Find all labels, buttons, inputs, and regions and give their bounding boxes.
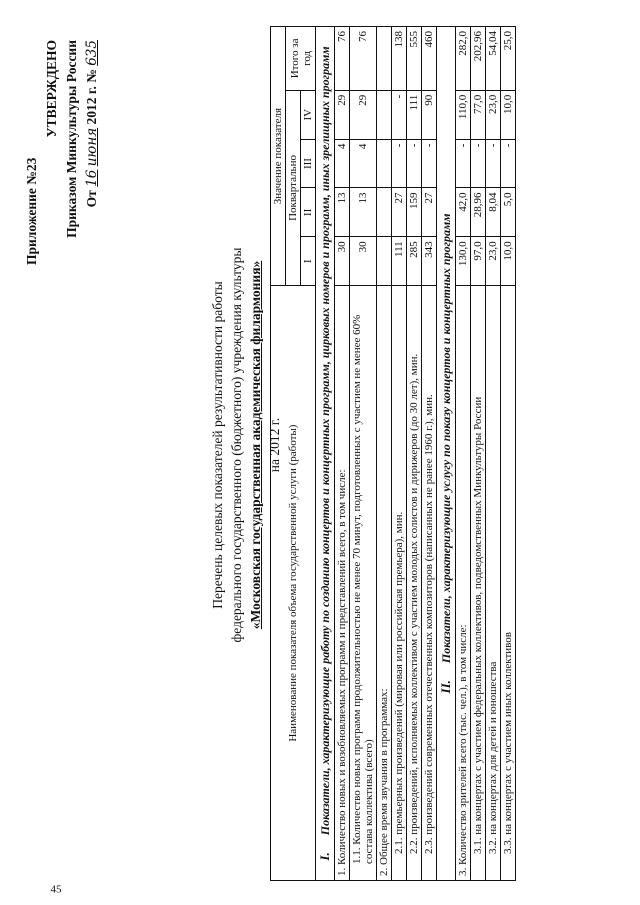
table-row [407, 27, 422, 881]
row-name: 3.1. на концертах с участием федеральных коллективов, подведомственных Минкультуры России [471, 286, 486, 881]
table-row [456, 27, 471, 881]
title-line-4: на 2012 г. [267, 417, 282, 473]
row-q2: 13 [335, 188, 350, 237]
section-row-2 [437, 27, 456, 881]
table-row [392, 27, 407, 881]
row-q2: 28,96 [471, 188, 486, 237]
table-row [350, 27, 377, 881]
row-q1: 285 [407, 237, 422, 286]
row-total: 460 [422, 27, 437, 91]
order-number-prefix: № [84, 69, 99, 83]
row-total: 54,04 [486, 27, 501, 91]
appendix-label: Приложение №23 [24, 157, 39, 265]
row-q2: 8,04 [486, 188, 501, 237]
row-q1: 130,0 [456, 237, 471, 286]
row-q3: - [456, 139, 471, 188]
section-1-roman: I. [317, 852, 332, 861]
row-q4: 23,0 [486, 90, 501, 139]
row-q2: 42,0 [456, 188, 471, 237]
table-row [501, 27, 516, 881]
header-value: Значение показателя [271, 27, 286, 286]
approved-label: УТВЕРЖДЕНО [44, 40, 59, 138]
row-q3: - [486, 139, 501, 188]
section-1-text: Показатели, характеризующие работу по созданию концертов и концертных программ, цирковых номеров и программ, иных зрелищных программ [318, 46, 332, 836]
header-q3: III [301, 139, 316, 188]
row-q4: 111 [407, 90, 422, 139]
row-name: 2.3. произведений современных отечественных композиторов (написанных не ранее 1960 г.), мин. [422, 286, 437, 881]
row-q3: - [501, 139, 516, 188]
header-q2: II [301, 188, 316, 237]
row-total: 25,0 [501, 27, 516, 91]
table-row [486, 27, 501, 881]
row-q4 [377, 90, 392, 139]
row-name: 1.1. Количество новых программ продолжительностью не менее 70 минут, подготовленных с участием не менее 60% состава коллектива (всего) [350, 286, 377, 881]
row-name: 2.2. произведений, исполняемых коллективом с участием молодых солистов и дирижеров (до 30 лет), мин. [407, 286, 422, 881]
order-number: 635 [84, 40, 100, 66]
header-q4: IV [301, 90, 316, 139]
row-q1: 30 [350, 237, 377, 286]
row-q3: - [407, 139, 422, 188]
table-row [471, 27, 486, 881]
section-row-1 [316, 27, 335, 881]
section-2-text: Показатели, характеризующие услугу по показу концертов и концертных программ [439, 213, 453, 664]
row-q2: 13 [350, 188, 377, 237]
row-q4: 90 [422, 90, 437, 139]
row-total: 202,96 [471, 27, 486, 91]
row-q1: 343 [422, 237, 437, 286]
row-q1 [377, 237, 392, 286]
row-name: 3.2. на концертах для детей и юношества [486, 286, 501, 881]
row-name: 3.3. на концертах с участием иных коллективов [501, 286, 516, 881]
row-q4: 110,0 [456, 90, 471, 139]
row-q1: 97,0 [471, 237, 486, 286]
row-q1: 30 [335, 237, 350, 286]
row-q3: 4 [335, 139, 350, 188]
row-q2: 27 [422, 188, 437, 237]
table-row [377, 27, 392, 881]
row-total: 138 [392, 27, 407, 91]
row-total [377, 27, 392, 91]
row-total: 76 [335, 27, 350, 91]
row-q1: 111 [392, 237, 407, 286]
row-q4: 77,0 [471, 90, 486, 139]
section-2-roman: II. [438, 680, 453, 694]
row-q4: 29 [335, 90, 350, 139]
table-row [335, 27, 350, 881]
row-total: 76 [350, 27, 377, 91]
title-line-2: федерального государственного (бюджетного) учреждения культуры [229, 247, 244, 643]
header-quarterly: Поквартально [286, 90, 301, 285]
order-month: июня [84, 127, 100, 167]
row-q3: - [392, 139, 407, 188]
row-name: 1. Количество новых и возобновляемых программ и представлений всего, в том числе: [335, 286, 350, 881]
order-label: Приказом Минкультуры России [64, 40, 79, 238]
row-name: 3. Количество зрителей всего (тыс. чел.), в том числе: [456, 286, 471, 881]
order-date [84, 40, 100, 265]
row-q2: 27 [392, 188, 407, 237]
header-total: Итого за год [286, 27, 316, 91]
row-name: 2. Общее время звучания в программах: [377, 286, 392, 881]
row-q1: 23,0 [486, 237, 501, 286]
row-q3: - [471, 139, 486, 188]
row-q3: 4 [350, 139, 377, 188]
order-year: 2012 г. [84, 86, 99, 125]
table-row [422, 27, 437, 881]
row-q1: 10,0 [501, 237, 516, 286]
row-q3: - [422, 139, 437, 188]
order-day: 16 [84, 169, 100, 187]
order-date-prefix: От [84, 190, 99, 208]
header-name: Наименование показателя объема государственной услуги (работы) [271, 286, 316, 881]
page-number: 45 [50, 883, 62, 896]
row-q4: 29 [350, 90, 377, 139]
row-q4: - [392, 90, 407, 139]
row-q2 [377, 188, 392, 237]
title-line-3: «Московская государственная академическая филармония» [248, 260, 263, 630]
indicators-table [270, 26, 516, 881]
row-name: 2.1. премьерных произведений (мировая или российская премьера), мин. [392, 286, 407, 881]
row-q4: 10,0 [501, 90, 516, 139]
title-line-1: Перечень целевых показателей результативности работы [210, 281, 225, 609]
row-q2: 5,0 [501, 188, 516, 237]
row-total: 282,0 [456, 27, 471, 91]
row-total: 555 [407, 27, 422, 91]
row-q2: 159 [407, 188, 422, 237]
row-q3 [377, 139, 392, 188]
header-q1: I [301, 237, 316, 286]
